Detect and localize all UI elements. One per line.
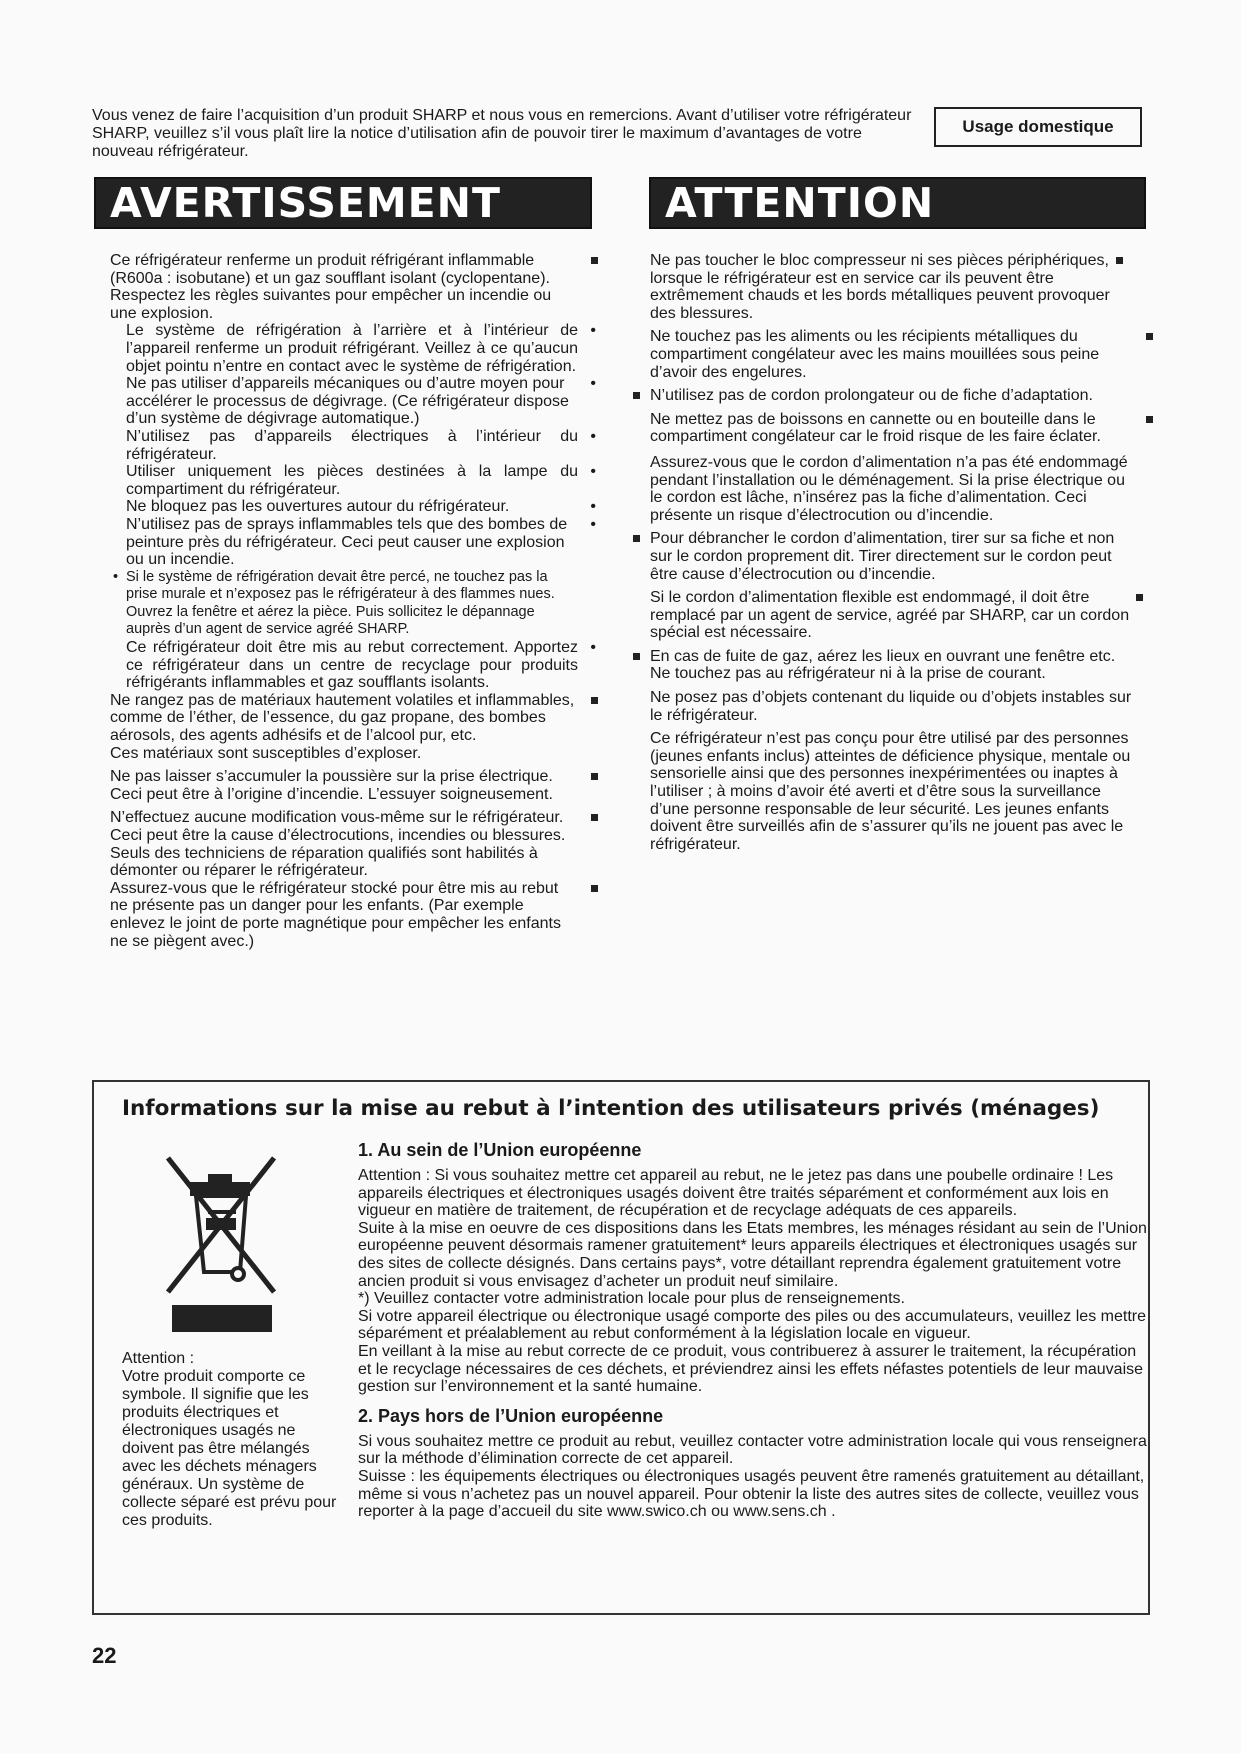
bullet-square-icon [1146, 416, 1153, 423]
page-number: 22 [92, 1643, 117, 1668]
warning-sub-item: Ne pas utiliser d’appareils mécaniques ou d’autre moyen pour accélérer le processus de dégivrage. (Ce réfrigérateur dispose d’un système de dégivrage automatique.) • [126, 375, 596, 428]
avertissement-banner: AVERTISSEMENT [94, 177, 592, 229]
caution-item: Pour débrancher le cordon d’alimentation, tirer sur sa fiche et non sur le cordon proprement dit. Tirer directement sur le cordon peut être cause d’électrocution ou d’incendie. [633, 530, 1155, 583]
section-eu-paragraph: Si votre appareil électrique ou électronique usagé comporte des piles ou des accumulateurs, veuillez les mettre séparément et préalablement au rebut conformément à la législation locale en vigueur. [358, 1307, 1146, 1343]
caution-item: Ce réfrigérateur n’est pas conçu pour être utilisé par des personnes (jeunes enfants inclus) atteintes de déficience physique, mentale ou sensorielle ainsi que des personnes inexpérimentées ou inaptes à l’utiliser ; à moins d’avoir été averti et d’être sous la surveillance d’une personne responsable de leur sécurité. Les jeunes enfants doivent être surveillés afin de s’assurer qu’ils ne jouent pas avec le réfrigérateur. [650, 730, 1131, 853]
warning-sub-item: Le système de réfrigération à l’arrière et à l’intérieur de l’appareil renferme un produit réfrigérant. Veillez à ce qu’aucun objet pointu n’entre en contact avec le système de réfrigération. • [126, 322, 596, 375]
bullet-square-icon [1146, 333, 1153, 340]
warning-modification: N’effectuez aucune modification vous-même sur le réfrigérateur. Ceci peut être la cause d’électrocutions, incendies ou blessures. Seuls des techniciens de réparation qualifiés sont habilités à démonter ou réparer le réfrigérateur. [110, 809, 600, 879]
caution-item: Ne posez pas d’objets contenant du liquide ou d’objets instables sur le réfrigérateur. [650, 689, 1132, 724]
attention-banner: ATTENTION [649, 177, 1146, 229]
section-non-eu-paragraph: Suisse : les équipements électriques ou électroniques usagés peuvent être ramenés gratuitement au détaillant, même si vous n’achetez pas un nouvel appareil. Pour obtenir la liste des autres sites de collecte, veuillez vous reporter à la page d’accueil du site www.swico.ch ou www.sens.ch . [358, 1467, 1145, 1521]
warning-dust: Ne pas laisser s’accumuler la poussière sur la prise électrique. Ceci peut être à l’origine d’incendie. L’essuyer soigneusement. [110, 768, 600, 803]
section-eu-paragraph: Attention : Si vous souhaitez mettre cet appareil au rebut, ne le jetez pas dans une poubelle ordinaire ! Les appareils électriques et électroniques usagés doivent être traités séparément et conformément aux lois en vigueur en matière de traitement, de récupération et de recyclage adéquats de ces appareils. [358, 1167, 1114, 1220]
usage-domestique-label: Usage domestique [934, 107, 1142, 147]
warning-sub-item: Ce réfrigérateur doit être mis au rebut correctement. Apportez ce réfrigérateur dans un centre de recyclage pour produits réfrigérants inflammables et gaz soufflants isolants. • [126, 639, 596, 692]
caution-item: Si le cordon d’alimentation flexible est endommagé, il doit être remplacé par un agent de service, agréé par SHARP, car un cordon spécial est nécessaire. [650, 589, 1155, 642]
warning-sub-item: Utiliser uniquement les pièces destinées à la lampe du compartiment du réfrigérateur. • [126, 463, 596, 498]
warning-sub-item: • Si le système de réfrigération devait être percé, ne touchez pas la prise murale et n’exposez pas le réfrigérateur à des flammes nues. Ouvrez la fenêtre et aérez la pièce. Puis sollicitez le dépannage auprès d’un agent de service agréé SHARP. [113, 568, 555, 638]
section-non-eu-paragraph: Si vous souhaitez mettre ce produit au rebut, veuillez contacter votre administration locale qui vous renseignera sur la méthode d’élimination correcte de cet appareil. [358, 1432, 1147, 1468]
caution-item: En cas de fuite de gaz, aérez les lieux en ouvrant une fenêtre etc. Ne touchez pas au réfrigérateur ni à la prise de courant. [633, 648, 1155, 683]
section-non-eu-title: 2. Pays hors de l’Union européenne [358, 1405, 664, 1426]
warning-explode: Ces matériaux sont susceptibles d’exploser. [110, 744, 422, 762]
bullet-square-icon [1116, 257, 1123, 264]
bullet-square-icon [591, 697, 598, 704]
note-text: Votre produit comporte ce symbole. Il signifie que les produits électriques et électroniques usagés ne doivent pas être mélangés avec les déchets ménagers généraux. Un système de collecte séparé est prévu pour ces produits. [122, 1368, 337, 1529]
crossed-out-wheelie-bin-icon [158, 1150, 284, 1300]
bullet-square-icon [633, 535, 640, 542]
bullet-dot-icon: • [590, 515, 596, 533]
bullet-dot-icon: • [590, 498, 596, 516]
bullet-square-icon [591, 773, 598, 780]
caution-item: Ne pas toucher le bloc compresseur ni ses pièces périphériques, lorsque le réfrigérateur est en service car ils peuvent être extrêmement chauds et les bords métalliques peuvent provoquer des blessures. [650, 252, 1155, 322]
caution-item: Assurez-vous que le cordon d’alimentation n’a pas été endommagé pendant l’installation ou le déménagement. Si la prise électrique ou le cordon est lâche, n’insérez pas la fiche d’alimentation. Ceci présente un risque d’électrocution ou d’incendie. [650, 453, 1128, 524]
intro-text: Vous venez de faire l’acquisition d’un produit SHARP et nous vous en remercions. Avant d’utiliser votre réfrigérateur SHARP, veuillez s’il vous plaît lire la notice d’utilisation afin de pouvoir tirer le maximum d’avantages de votre nouveau réfrigérateur. [92, 107, 912, 160]
bullet-dot-icon: • [113, 568, 119, 585]
warning-sub-item: Ne bloquez pas les ouvertures autour du réfrigérateur. • [126, 498, 596, 516]
weee-black-bar [172, 1305, 272, 1332]
warning-volatile: Ne rangez pas de matériaux hautement volatiles et inflammables, comme de l’éther, de l’essence, du gaz propane, des bombes aérosols, des agents adhésifs et de l’alcool pur, etc. [110, 692, 600, 745]
warning-intro: Ce réfrigérateur renferme un produit réfrigérant inflammable (R600a : isobutane) et un gaz soufflant isolant (cyclopentane). Respectez les règles suivantes pour empêcher un incendie ou une explosion. [110, 252, 600, 322]
section-eu-paragraph: *) Veuillez contacter votre administration locale pour plus de renseignements. [358, 1290, 905, 1308]
disposal-title: Informations sur la mise au rebut à l’intention des utilisateurs privés (ménages) [122, 1096, 1100, 1121]
section-eu-title: 1. Au sein de l’Union européenne [358, 1140, 642, 1160]
disposal-content [358, 1140, 1148, 1521]
bullet-dot-icon: • [590, 375, 596, 393]
warning-sub-item: N’utilisez pas de sprays inflammables tels que des bombes de peinture près du réfrigérateur. Ceci peut causer une explosion ou un incendie. • [126, 515, 596, 569]
bullet-square-icon [1136, 594, 1143, 601]
bullet-square-icon [633, 392, 640, 399]
warning-sub-item: N’utilisez pas d’appareils électriques à l’intérieur du réfrigérateur. • [126, 427, 596, 463]
caution-item: Ne mettez pas de boissons en cannette ou en bouteille dans le compartiment congélateur car le froid risque de les faire éclater. [650, 411, 1155, 446]
bullet-dot-icon: • [590, 639, 596, 657]
bullet-dot-icon: • [590, 427, 596, 445]
bullet-square-icon [591, 885, 598, 892]
section-eu-paragraph: En veillant à la mise au rebut correcte de ce produit, vous contribuerez à assurer le traitement, la récupération et le recyclage nécessaires de ces déchets, et préviendrez ainsi les effets néfastes potentiels de leur mauvaise gestion sur l’environnement et la santé humaine. [358, 1342, 1144, 1396]
bullet-dot-icon: • [590, 463, 596, 481]
warning-disposal-children: Assurez-vous que le réfrigérateur stocké pour être mis au rebut ne présente pas un danger pour les enfants. (Par exemple enlevez le joint de porte magnétique pour empêcher les enfants ne se piègent avec.) [110, 880, 600, 950]
caution-item: N’utilisez pas de cordon prolongateur ou de fiche d’adaptation. [633, 387, 1155, 405]
bullet-square-icon [591, 257, 598, 264]
weee-symbol-note [122, 1350, 337, 1530]
bullet-square-icon [591, 814, 598, 821]
note-label: Attention : [122, 1350, 195, 1367]
bullet-dot-icon: • [590, 322, 596, 340]
section-eu-paragraph: Suite à la mise en oeuvre de ces dispositions dans les Etats membres, les ménages résidant au sein de l’Union européenne peuvent désormais ramener gratuitement* leurs appareils électriques et électroniques usagés sur des sites de collecte désignés. Dans certains pays*, votre détaillant reprendra également gratuitement votre ancien produit si vous envisagez d’acheter un produit neuf similaire. [358, 1219, 1147, 1290]
bullet-square-icon [633, 653, 640, 660]
caution-item: Ne touchez pas les aliments ou les récipients métalliques du compartiment congélateur avec les mains mouillées sous peine d’avoir des engelures. [650, 328, 1155, 381]
attention-section [650, 252, 1155, 853]
avertissement-section [110, 252, 600, 950]
